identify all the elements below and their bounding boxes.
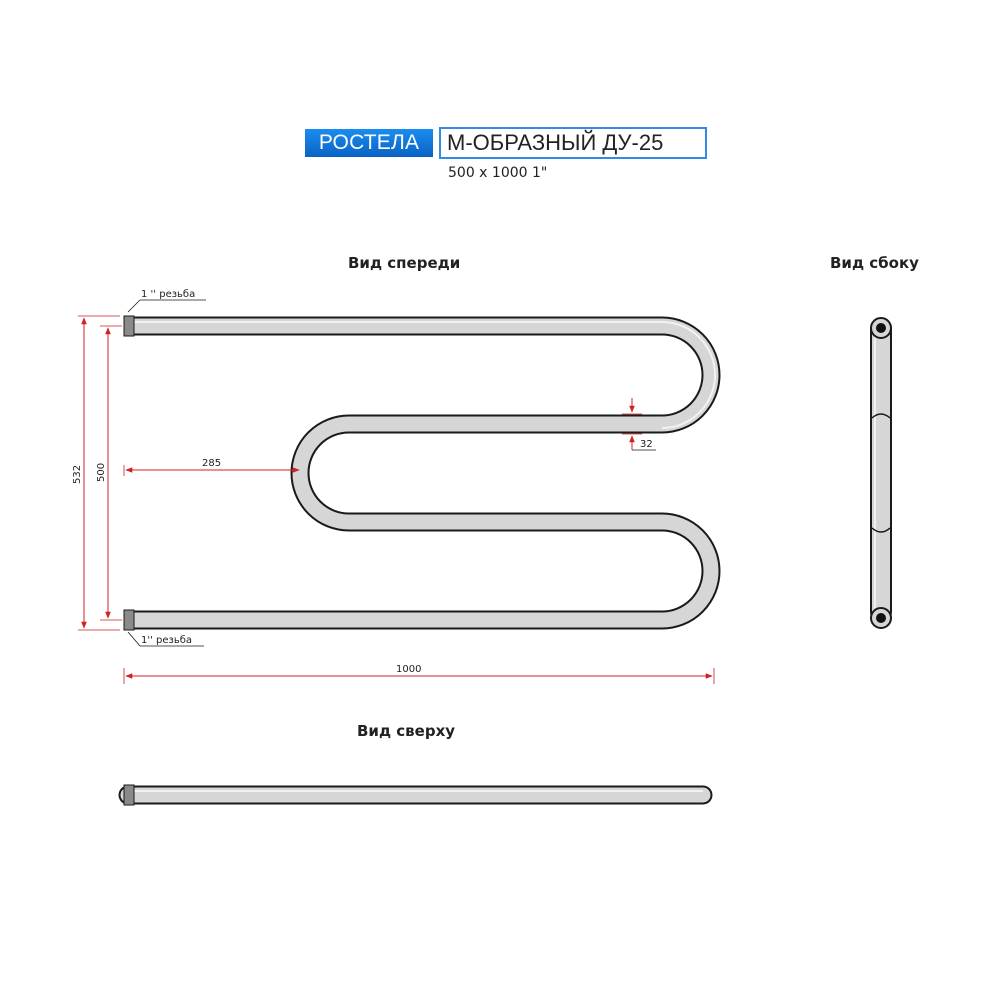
dimension-500 <box>96 326 122 620</box>
size-label: 500 x 1000 1" <box>448 165 548 181</box>
model-label: М-ОБРАЗНЫЙ ДУ-25 <box>439 127 707 159</box>
thread-bottom-label: 1'' резьба <box>141 635 193 646</box>
brand-label: РОСТЕЛА <box>305 129 433 157</box>
thread-callout-bottom <box>128 632 204 646</box>
top-view-pipe <box>124 785 703 805</box>
thread-end-bottom <box>124 610 134 630</box>
dim-532-label: 532 <box>72 464 83 484</box>
side-view-pipe <box>871 318 891 628</box>
dimension-285 <box>124 458 299 476</box>
thread-end-top <box>124 316 134 336</box>
thread-top-label: 1 '' резьба <box>141 289 196 300</box>
dimension-1000 <box>124 664 714 684</box>
side-view-title: Вид сбоку <box>830 254 919 272</box>
thread-callout-top <box>128 289 206 312</box>
front-pipe <box>124 316 715 630</box>
dim-285-label: 285 <box>202 458 222 469</box>
dim-500-label: 500 <box>96 462 107 482</box>
front-view-title: Вид спереди <box>348 254 461 272</box>
top-view-title: Вид сверху <box>357 722 456 740</box>
dim-1000-label: 1000 <box>396 664 422 675</box>
dim-32-label: 32 <box>640 439 653 450</box>
top-thread-end <box>124 785 134 805</box>
